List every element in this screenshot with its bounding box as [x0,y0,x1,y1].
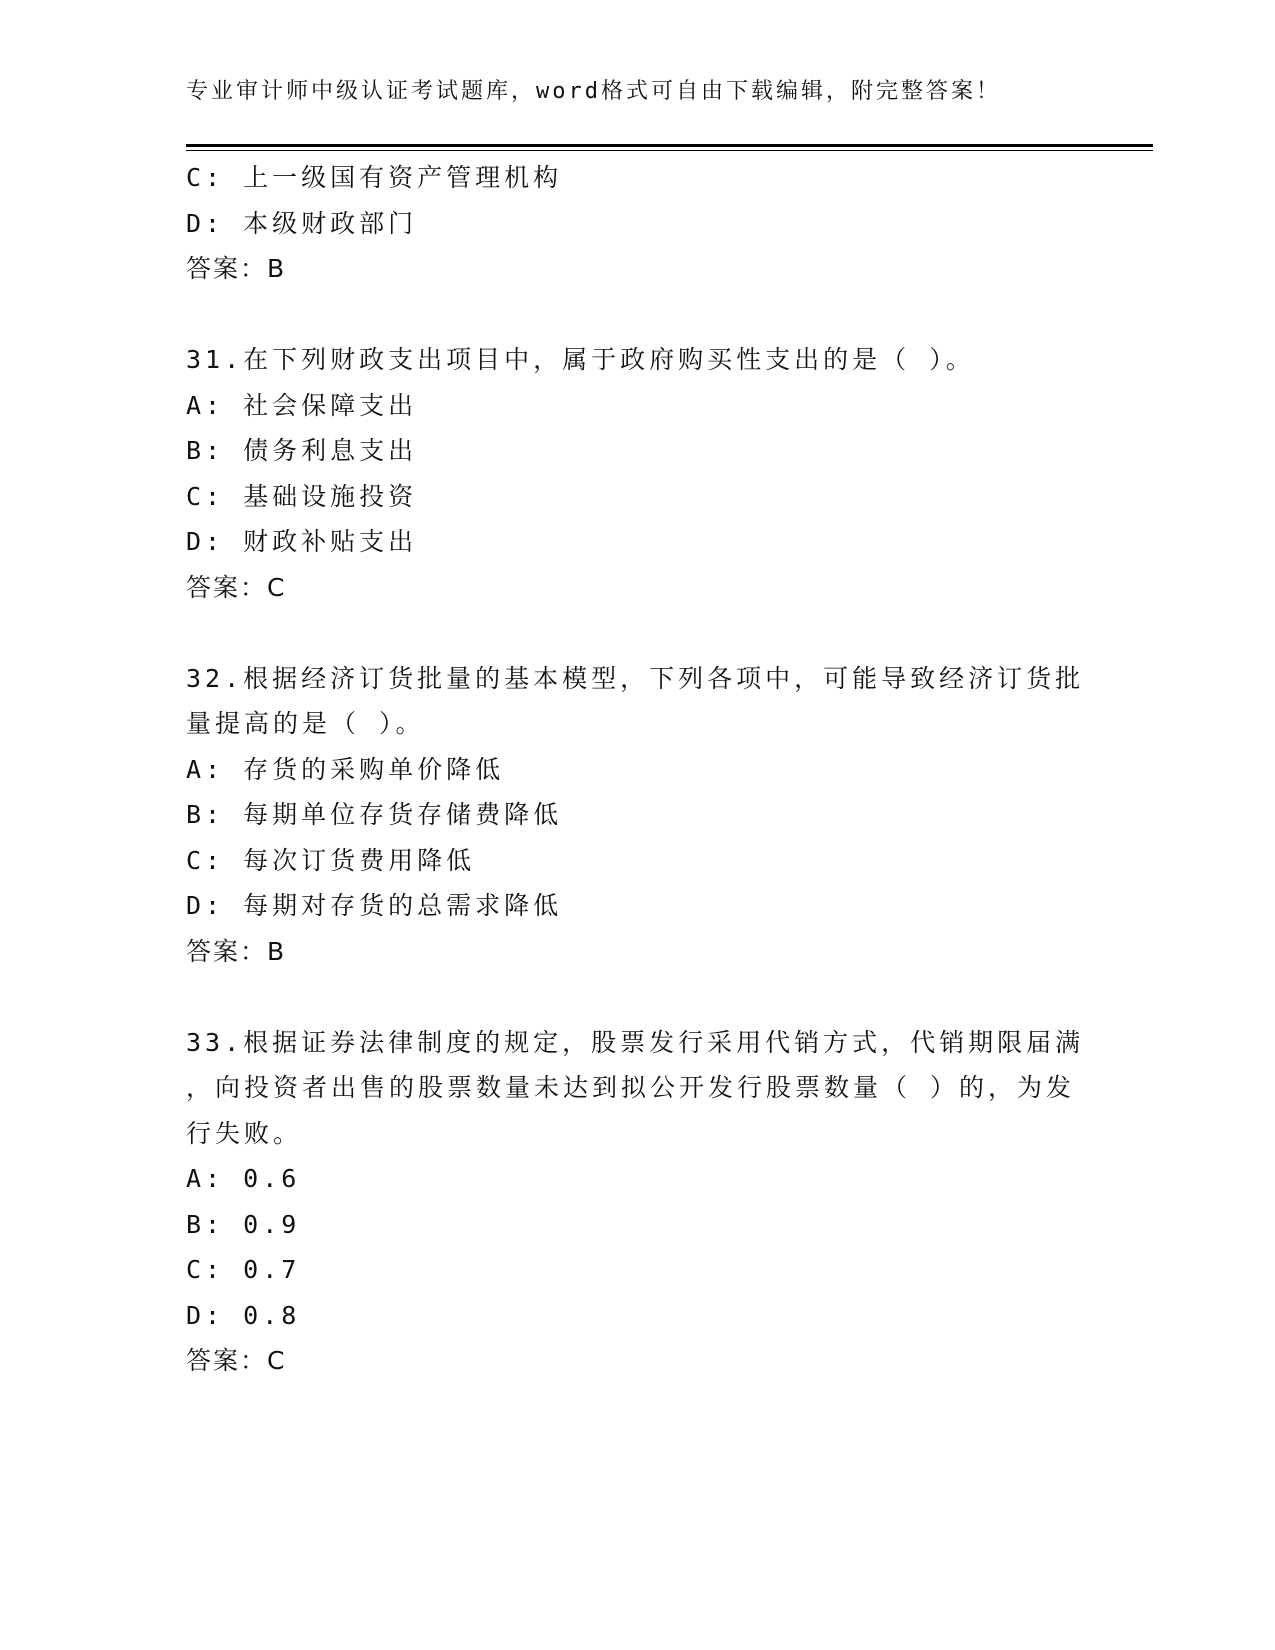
option-line: B: 0.9 [186,1209,301,1239]
page-header: 专业审计师中级认证考试题库，word格式可自由下载编辑，附完整答案！ [186,79,1001,104]
option-line: C: 每次订货费用降低 [186,845,476,875]
header-rule-thick [186,144,1153,147]
question-stem: 行失败。 [186,1118,303,1148]
spacer [186,610,1086,656]
header-rule-thin [186,150,1153,151]
question-stem: 31.在下列财政支出项目中，属于政府购买性支出的是（ ）。 [186,345,975,374]
answer-line: 答案：C [186,1346,287,1375]
answer-line: 答案：B [186,254,287,283]
option-line: B: 债务利息支出 [186,436,418,465]
option-line: A: 0.6 [186,1164,301,1193]
option-line: C: 0.7 [186,1255,301,1284]
option-line: B: 每期单位存货存储费降低 [186,800,563,829]
option-line: D: 本级财政部门 [186,208,418,238]
option-line: C: 上一级国有资产管理机构 [186,163,563,192]
answer-line: 答案：B [186,936,287,966]
option-line: A: 社会保障支出 [186,390,418,420]
option-line: A: 存货的采购单价降低 [186,754,505,784]
document-body [186,155,1086,1384]
answer-line: 答案：C [186,572,287,602]
option-line: D: 每期对存货的总需求降低 [186,891,563,920]
question-stem: 33.根据证券法律制度的规定，股票发行采用代销方式，代销期限届满 [186,1027,1085,1057]
option-line: D: 财政补贴支出 [186,527,418,556]
spacer [186,292,1086,338]
question-stem: ，向投资者出售的股票数量未达到拟公开发行股票数量（ ）的，为发 [186,1073,1076,1102]
option-line: C: 基础设施投资 [186,481,418,511]
question-stem: 量提高的是（ ）。 [186,709,425,738]
option-line: D: 0.8 [186,1300,301,1330]
question-stem: 32.根据经济订货批量的基本模型，下列各项中，可能导致经济订货批 [186,663,1085,693]
spacer [186,974,1086,1020]
